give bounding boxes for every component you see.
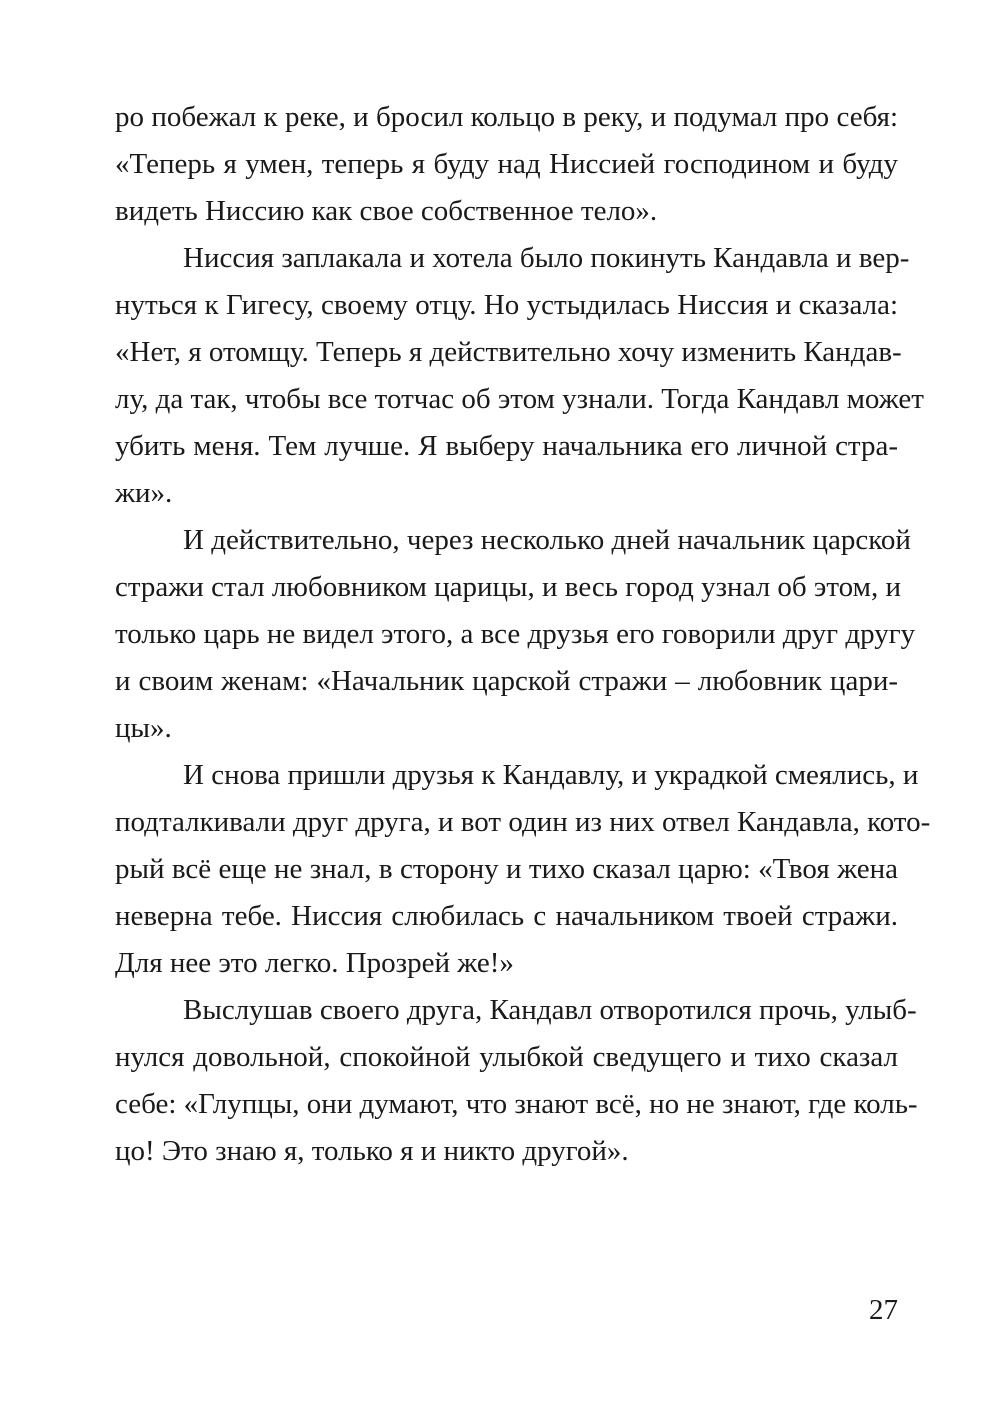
paragraph	[115, 752, 931, 987]
text-line: только царь не видел этого, а все друзья его говорили друг другу	[115, 618, 916, 650]
page-number: 27	[869, 1294, 898, 1326]
text-line: лу, да так, чтобы все тотчас об этом узнали. Тогда Кандавл может	[115, 383, 924, 415]
paragraph	[115, 517, 916, 752]
text-line: рый всё еще не знал, в сторону и тихо сказал царю: «Твоя жена	[115, 853, 898, 885]
text-line: И снова пришли друзья к Кандавлу, и украдкой смеялись, и	[183, 759, 919, 791]
text-line: Выслушав своего друга, Кандавл отворотился прочь, улыб-	[183, 994, 917, 1026]
text-line: И действительно, через несколько дней начальник царской	[183, 524, 911, 556]
text-line: себе: «Глупцы, они думают, что знают всё, но не знают, где коль-	[115, 1088, 918, 1120]
text-line: видеть Ниссию как свое собственное тело».	[115, 195, 658, 227]
paragraph	[115, 987, 918, 1175]
text-line: убить меня. Тем лучше. Я выберу начальника его личной стра-	[115, 430, 898, 462]
text-line: «Нет, я отомщу. Теперь я действительно хочу изменить Кандав-	[115, 336, 902, 368]
text-line: цы».	[115, 712, 172, 744]
text-line: «Теперь я умен, теперь я буду над Ниссией господином и буду	[115, 148, 898, 180]
text-line: цо! Это знаю я, только я и никто другой».	[115, 1135, 629, 1167]
text-line: подталкивали друг друга, и вот один из них отвел Кандавла, кото-	[115, 806, 931, 838]
text-line: нулся довольной, спокойной улыбкой сведущего и тихо сказал	[115, 1041, 898, 1073]
text-line: стражи стал любовником царицы, и весь город узнал об этом, и	[115, 571, 901, 603]
text-line: Ниссия заплакала и хотела было покинуть Кандавла и вер-	[183, 242, 910, 274]
text-line: жи».	[115, 477, 173, 509]
text-line: неверна тебе. Ниссия слюбилась с начальником твоей стражи.	[115, 900, 898, 932]
body-text	[115, 94, 931, 1175]
text-line: ро побежал к реке, и бросил кольцо в реку, и подумал про себя:	[115, 101, 898, 133]
text-line: нуться к Гигесу, своему отцу. Но устыдилась Ниссия и сказала:	[115, 289, 898, 321]
text-line: Для нее это легко. Прозрей же!»	[115, 947, 514, 979]
paragraph	[115, 94, 898, 235]
text-line: и своим женам: «Начальник царской стражи – любовник цари-	[115, 665, 898, 697]
paragraph	[115, 235, 924, 517]
